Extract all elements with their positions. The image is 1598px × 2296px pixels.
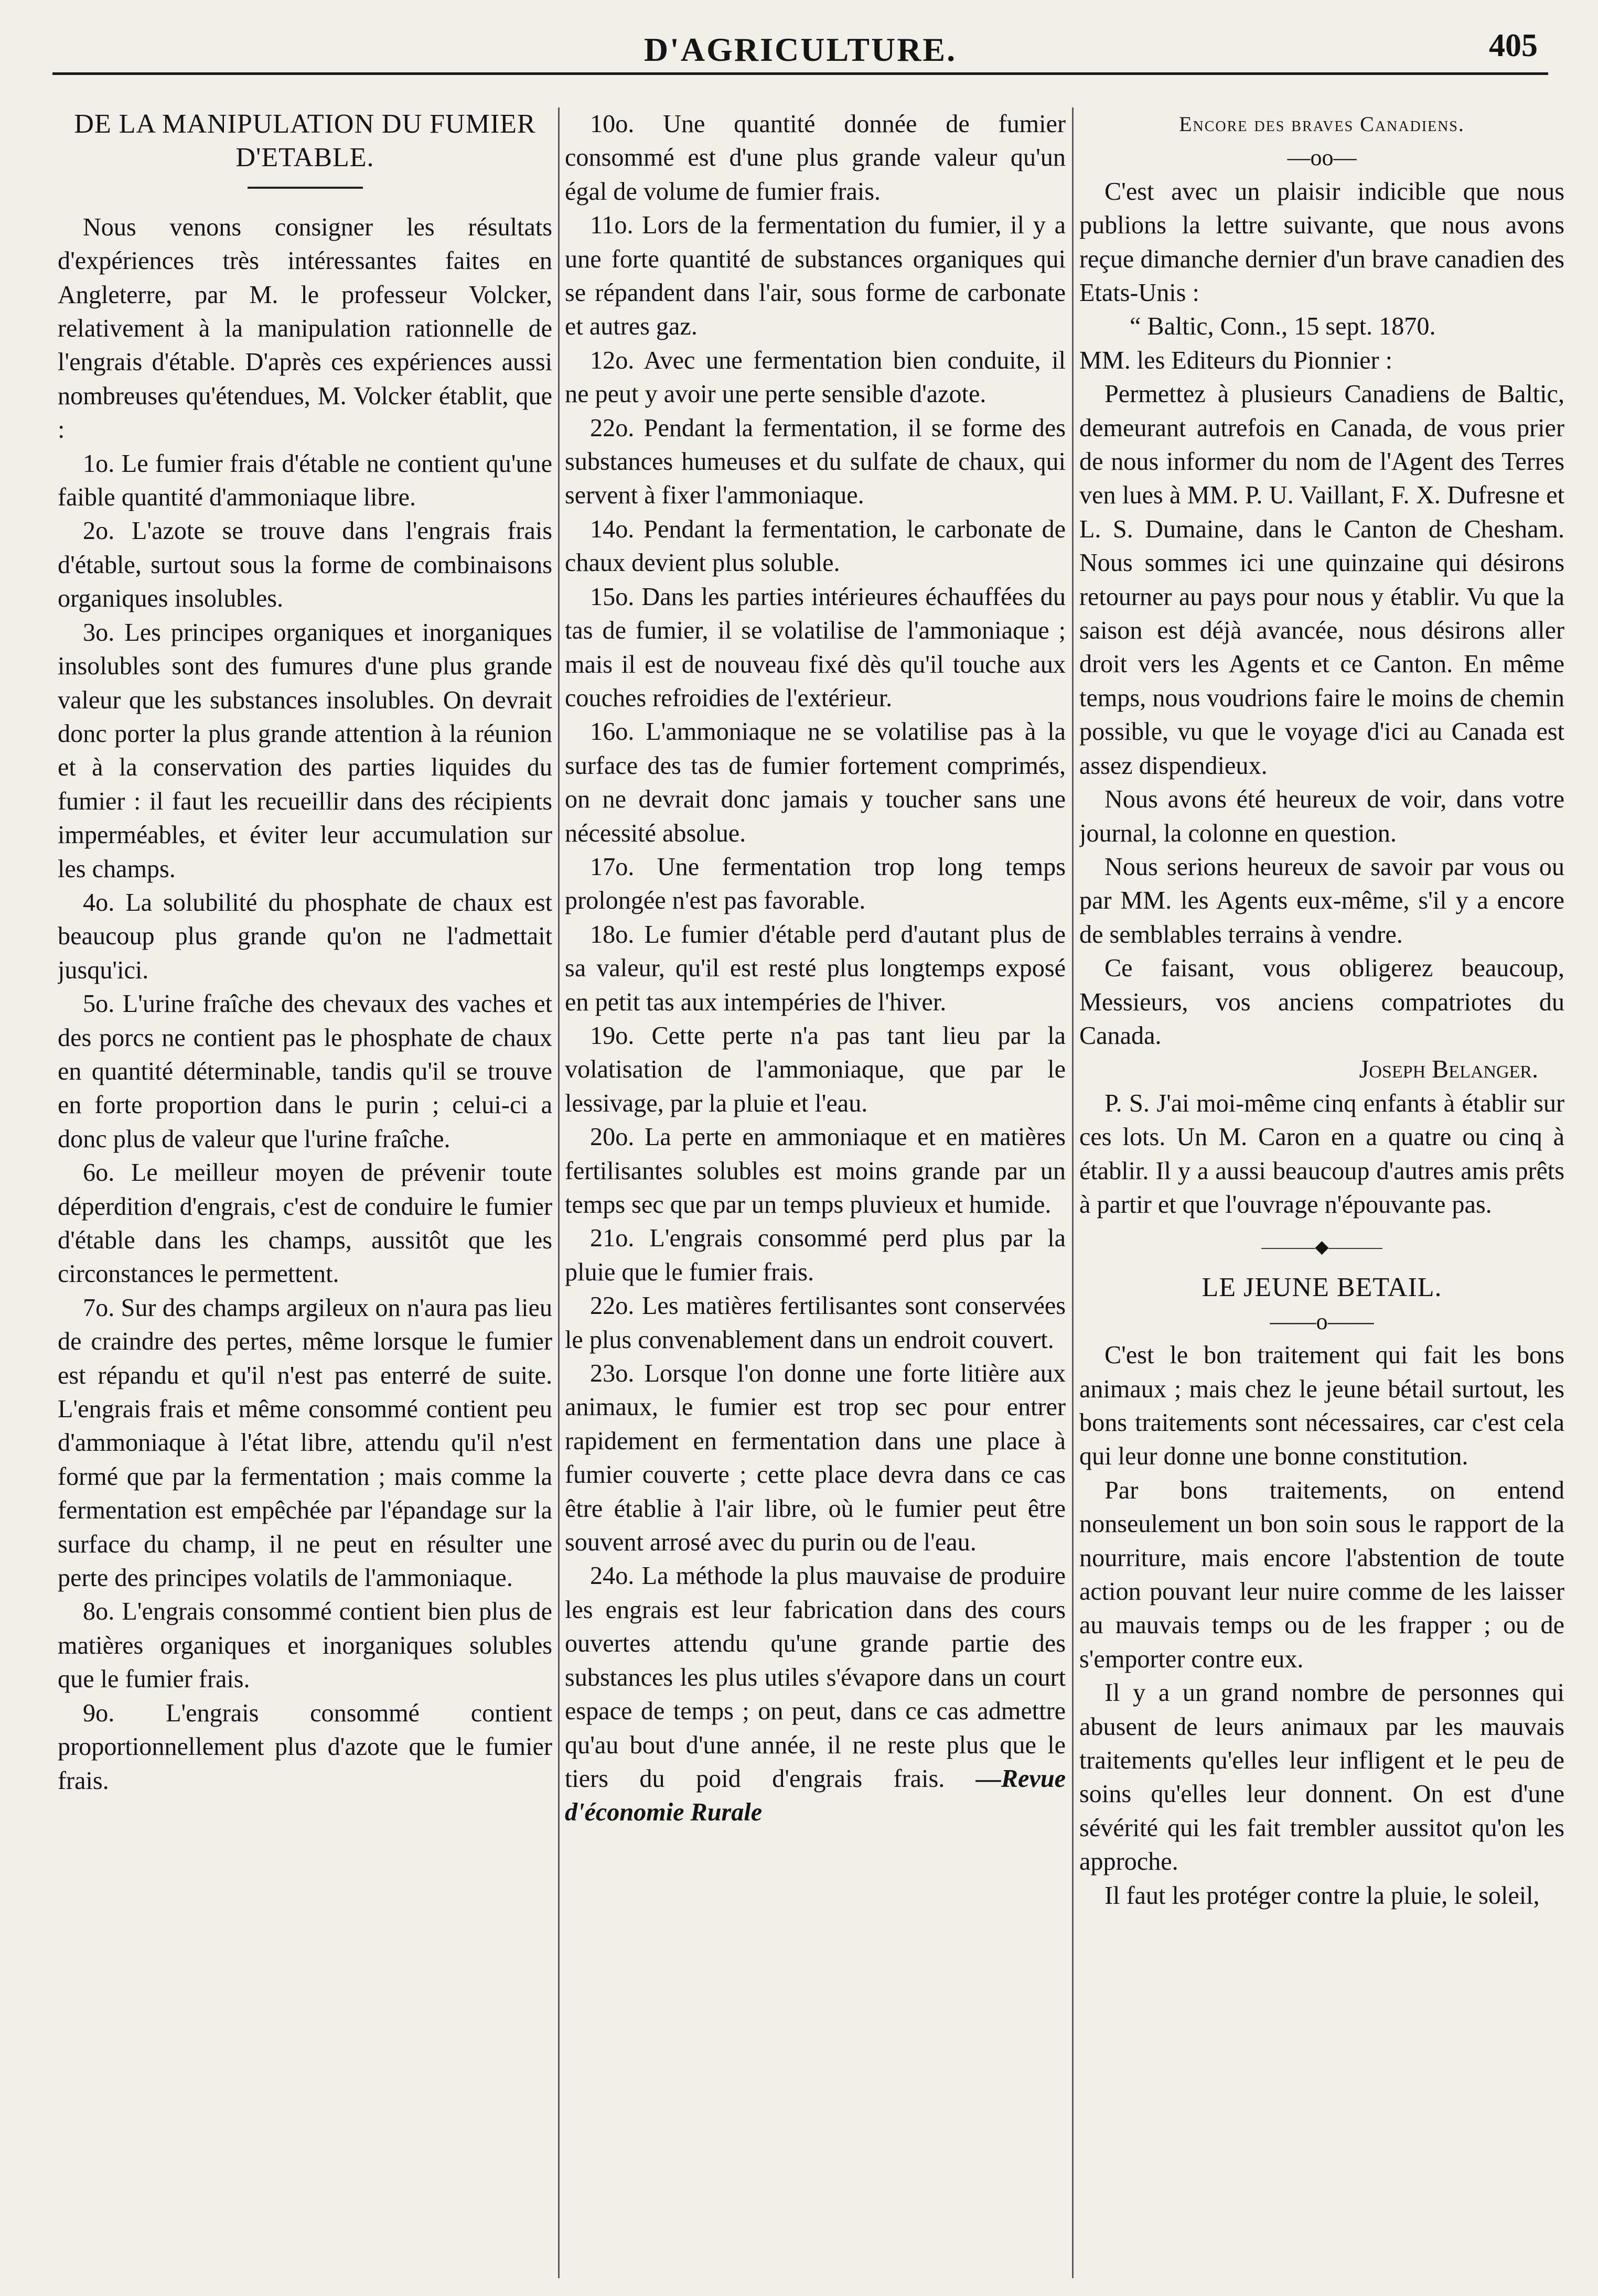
paragraph: Permettez à plusieurs Canadiens de Baltic, demeurant autrefois en Canada, de vous prier de nous informer du nom de l'Agent des Terres ven lues à MM. P. U. Vaillant, F. X. Dufresne et L. S. Dumaine, dans le Canton de Chesham. Nous sommes ici une quinzaine qui désirons retourner au pays pour nous y établir. Vu que la saison est déjà avancée, nous désirons aller droit vers les Agents et ce Canton. En même temps, nous voudrions faire le moins de chemin possible, vu que le voyage d'ici au Canada est assez dispendieux.	[1079, 380, 1564, 780]
paragraph: 17o. Une fermentation trop long temps prolongée n'est pas favorable.	[565, 853, 1066, 915]
paragraph: 11o. Lors de la fermentation du fumier, il y a une forte quantité de substances organiques qui se répandent dans l'air, sous forme de carbonate et autres gaz.	[565, 211, 1066, 341]
paragraph: 2o. L'azote se trouve dans l'engrais frais d'étable, surtout sous la forme de combinaisons organiques insolubles.	[58, 517, 552, 613]
paragraph: Nous serions heureux de savoir par vous ou par MM. les Agents eux-même, s'il y a encore de semblables terrains à vendre.	[1079, 853, 1564, 948]
paragraph: 7o. Sur des champs argileux on n'aura pas lieu de craindre des pertes, même lorsque le fumier est répandu et qu'il n'est pas enterré de suite. L'engrais frais et même consommé contient peu d'ammoniaque à l'état libre, attendu qu'il n'est formé que par la fermentation ; mais comme la fermentation est empêchée par l'épandage sur la surface du champ, il ne peut en résulter une perte des principes volatils de l'ammoniaque.	[58, 1293, 552, 1592]
paragraph: 3o. Les principes organiques et inorganiques insolubles sont des fumures d'une plus grande valeur que les substances insolubles. On devrait donc porter la plus grande attention à la réunion et à la conservation des parties liquides du fumier : il faut les recueillir dans des récipients imperméables, et éviter leur accumulation sur les champs.	[58, 618, 552, 883]
letter-signature: Joseph Belanger.	[1359, 1055, 1538, 1084]
paragraph: C'est le bon traitement qui fait les bons animaux ; mais chez le jeune bétail surtout, les bons traitements sont nécessaires, car c'est cela qui leur donne une bonne constitution.	[1079, 1341, 1564, 1471]
column-divider	[1072, 107, 1074, 2278]
postscript: P. S. J'ai moi-même cinq enfants à établir sur ces lots. Un M. Caron en a quatre ou cinq à établir. Il y a aussi beaucoup d'autres amis prêts à partir et que l'ouvrage n'épouvante pas.	[1079, 1089, 1564, 1219]
letter-dateline: “ Baltic, Conn., 15 sept. 1870.	[1130, 312, 1436, 341]
article-title: DE LA MANIPULATION DU FUMIER D'ETABLE.	[74, 109, 536, 173]
paragraph: 9o. L'engrais consommé contient proportionnellement plus d'azote que le fumier frais.	[58, 1699, 552, 1795]
paragraph: 14o. Pendant la fermentation, le carbonate de chaux devient plus soluble.	[565, 515, 1066, 577]
paragraph: Il y a un grand nombre de personnes qui abusent de leurs animaux par les mauvais traitements qu'elles leur infligent et le peu de soins qu'elles leur donnent. On est d'une sévérité qui les fait trembler aussitot qu'on les approche.	[1079, 1679, 1564, 1876]
source-credit: —Revue d'économie Rurale	[565, 1764, 1066, 1827]
page-header	[52, 21, 1548, 76]
article-separator: ——o——	[1270, 1308, 1374, 1334]
letter-separator: —oo—	[1287, 145, 1357, 171]
paragraph: 10o. Une quantité donnée de fumier consommé est d'une plus grande valeur qu'un égal de volume de fumier frais.	[565, 110, 1066, 206]
header-rule	[52, 72, 1548, 75]
paragraph: 19o. Cette perte n'a pas tant lieu par la volatisation de l'ammoniaque, que par le lessivage, par la pluie et l'eau.	[565, 1021, 1066, 1117]
paragraph: 20o. La perte en ammoniaque et en matières fertilisantes solubles est moins grande par un temps sec que par un temps pluvieux et humide.	[565, 1123, 1066, 1219]
paragraph: 16o. L'ammoniaque ne se volatilise pas à la surface des tas de fumier fortement comprimés, on ne devrait donc jamais y toucher sans une nécessité absolue.	[565, 718, 1066, 847]
paragraph: 6o. Le meilleur moyen de prévenir toute déperdition d'engrais, c'est de conduire le fumier d'étable dans les champs, aussitôt que les circonstances le permettent.	[58, 1159, 552, 1288]
paragraph: Il faut les protéger contre la pluie, le soleil,	[1104, 1881, 1540, 1910]
article-title: LE JEUNE BETAIL.	[1202, 1273, 1442, 1303]
column-divider	[558, 107, 560, 2278]
paragraph: 5o. L'urine fraîche des chevaux des vaches et des porcs ne contient pas le phosphate de chaux en quantité déterminable, tandis qu'il se trouve en forte proportion dans le purin ; celui-ci a donc plus de valeur que l'urine fraîche.	[58, 990, 552, 1153]
title-rule	[248, 187, 363, 189]
column-3	[1079, 107, 1564, 2278]
paragraph: Par bons traitements, on entend nonseulement un bon soin sous le rapport de la nourriture, mais encore l'abstention de toute action pouvant leur nuire comme de les laisser au mauvais temps ou de les frapper ; ou de s'emporter contre eux.	[1079, 1476, 1564, 1673]
paragraph: 12o. Avec une fermentation bien conduite, il ne peut y avoir une perte sensible d'azote.	[565, 346, 1066, 408]
column-1	[58, 107, 552, 2278]
paragraph: 22o. Les matières fertilisantes sont conservées le plus convenablement dans un endroit couvert.	[565, 1292, 1066, 1354]
paragraph: Nous venons consigner les résultats d'expériences très intéressantes faites en Angleterre, par M. le professeur Volcker, relativement à la manipulation rationnelle de l'engrais d'étable. D'après ces expériences aussi nombreuses qu'étendues, M. Volcker établit, que :	[58, 213, 552, 444]
running-title: D'AGRICULTURE.	[644, 31, 957, 68]
paragraph: 18o. Le fumier d'étable perd d'autant plus de sa valeur, qu'il est resté plus longtemps exposé en petit tas aux intempéries de l'hiver.	[565, 920, 1066, 1016]
page-number: 405	[1489, 28, 1538, 63]
paragraph: 21o. L'engrais consommé perd plus par la pluie que le fumier frais.	[565, 1224, 1066, 1286]
paragraph: Ce faisant, vous obligerez beaucoup, Messieurs, vos anciens compatriotes du Canada.	[1079, 954, 1564, 1050]
paragraph: 8o. L'engrais consommé contient bien plus de matières organiques et inorganiques solubles que le fumier frais.	[58, 1598, 552, 1694]
section-ornament: ———◆———	[1261, 1237, 1382, 1257]
paragraph: 4o. La solubilité du phosphate de chaux est beaucoup plus grande qu'on ne l'admettait jusqu'ici.	[58, 888, 552, 984]
paragraph: 15o. Dans les parties intérieures échauffées du tas de fumier, il se volatilise de l'ammoniaque ; mais il est de nouveau fixé dès qu'il touche aux couches refroidies de l'extérieur.	[565, 583, 1066, 712]
paragraph: Nous avons été heureux de voir, dans votre journal, la colonne en question.	[1079, 785, 1564, 847]
paragraph	[565, 1559, 1066, 1829]
paragraph: 1o. Le fumier frais d'étable ne contient qu'une faible quantité d'ammoniaque libre.	[58, 449, 552, 512]
paragraph-text: 24o. La méthode la plus mauvaise de produire les engrais est leur fabrication dans des cours ouvertes attendu qu'une grande partie des substances les plus utiles s'évapore dans un court espace de temps ; on peut, dans ce cas admettre qu'au bout d'une année, il ne reste plus que le tiers du poid d'engrais frais.	[565, 1562, 1066, 1793]
letter-title: Encore des braves Canadiens.	[1179, 112, 1465, 136]
column-2	[565, 107, 1066, 2278]
paragraph: C'est avec un plaisir indicible que nous publions la lettre suivante, que nous avons reçue dimanche dernier d'un brave canadien des Etats-Unis :	[1079, 177, 1564, 307]
paragraph: 22o. Pendant la fermentation, il se forme des substances humeuses et du sulfate de chaux, qui servent à fixer l'ammoniaque.	[565, 414, 1066, 510]
letter-salutation: MM. les Editeurs du Pionnier :	[1079, 346, 1392, 374]
paragraph: 23o. Lorsque l'on donne une forte litière aux animaux, le fumier est trop sec pour entrer rapidement en fermentation dans une place à fumier couverte ; cette place devra dans ce cas être établie à l'air libre, où le fumier peut être souvent arrosé avec du purin ou de l'eau.	[565, 1360, 1066, 1557]
